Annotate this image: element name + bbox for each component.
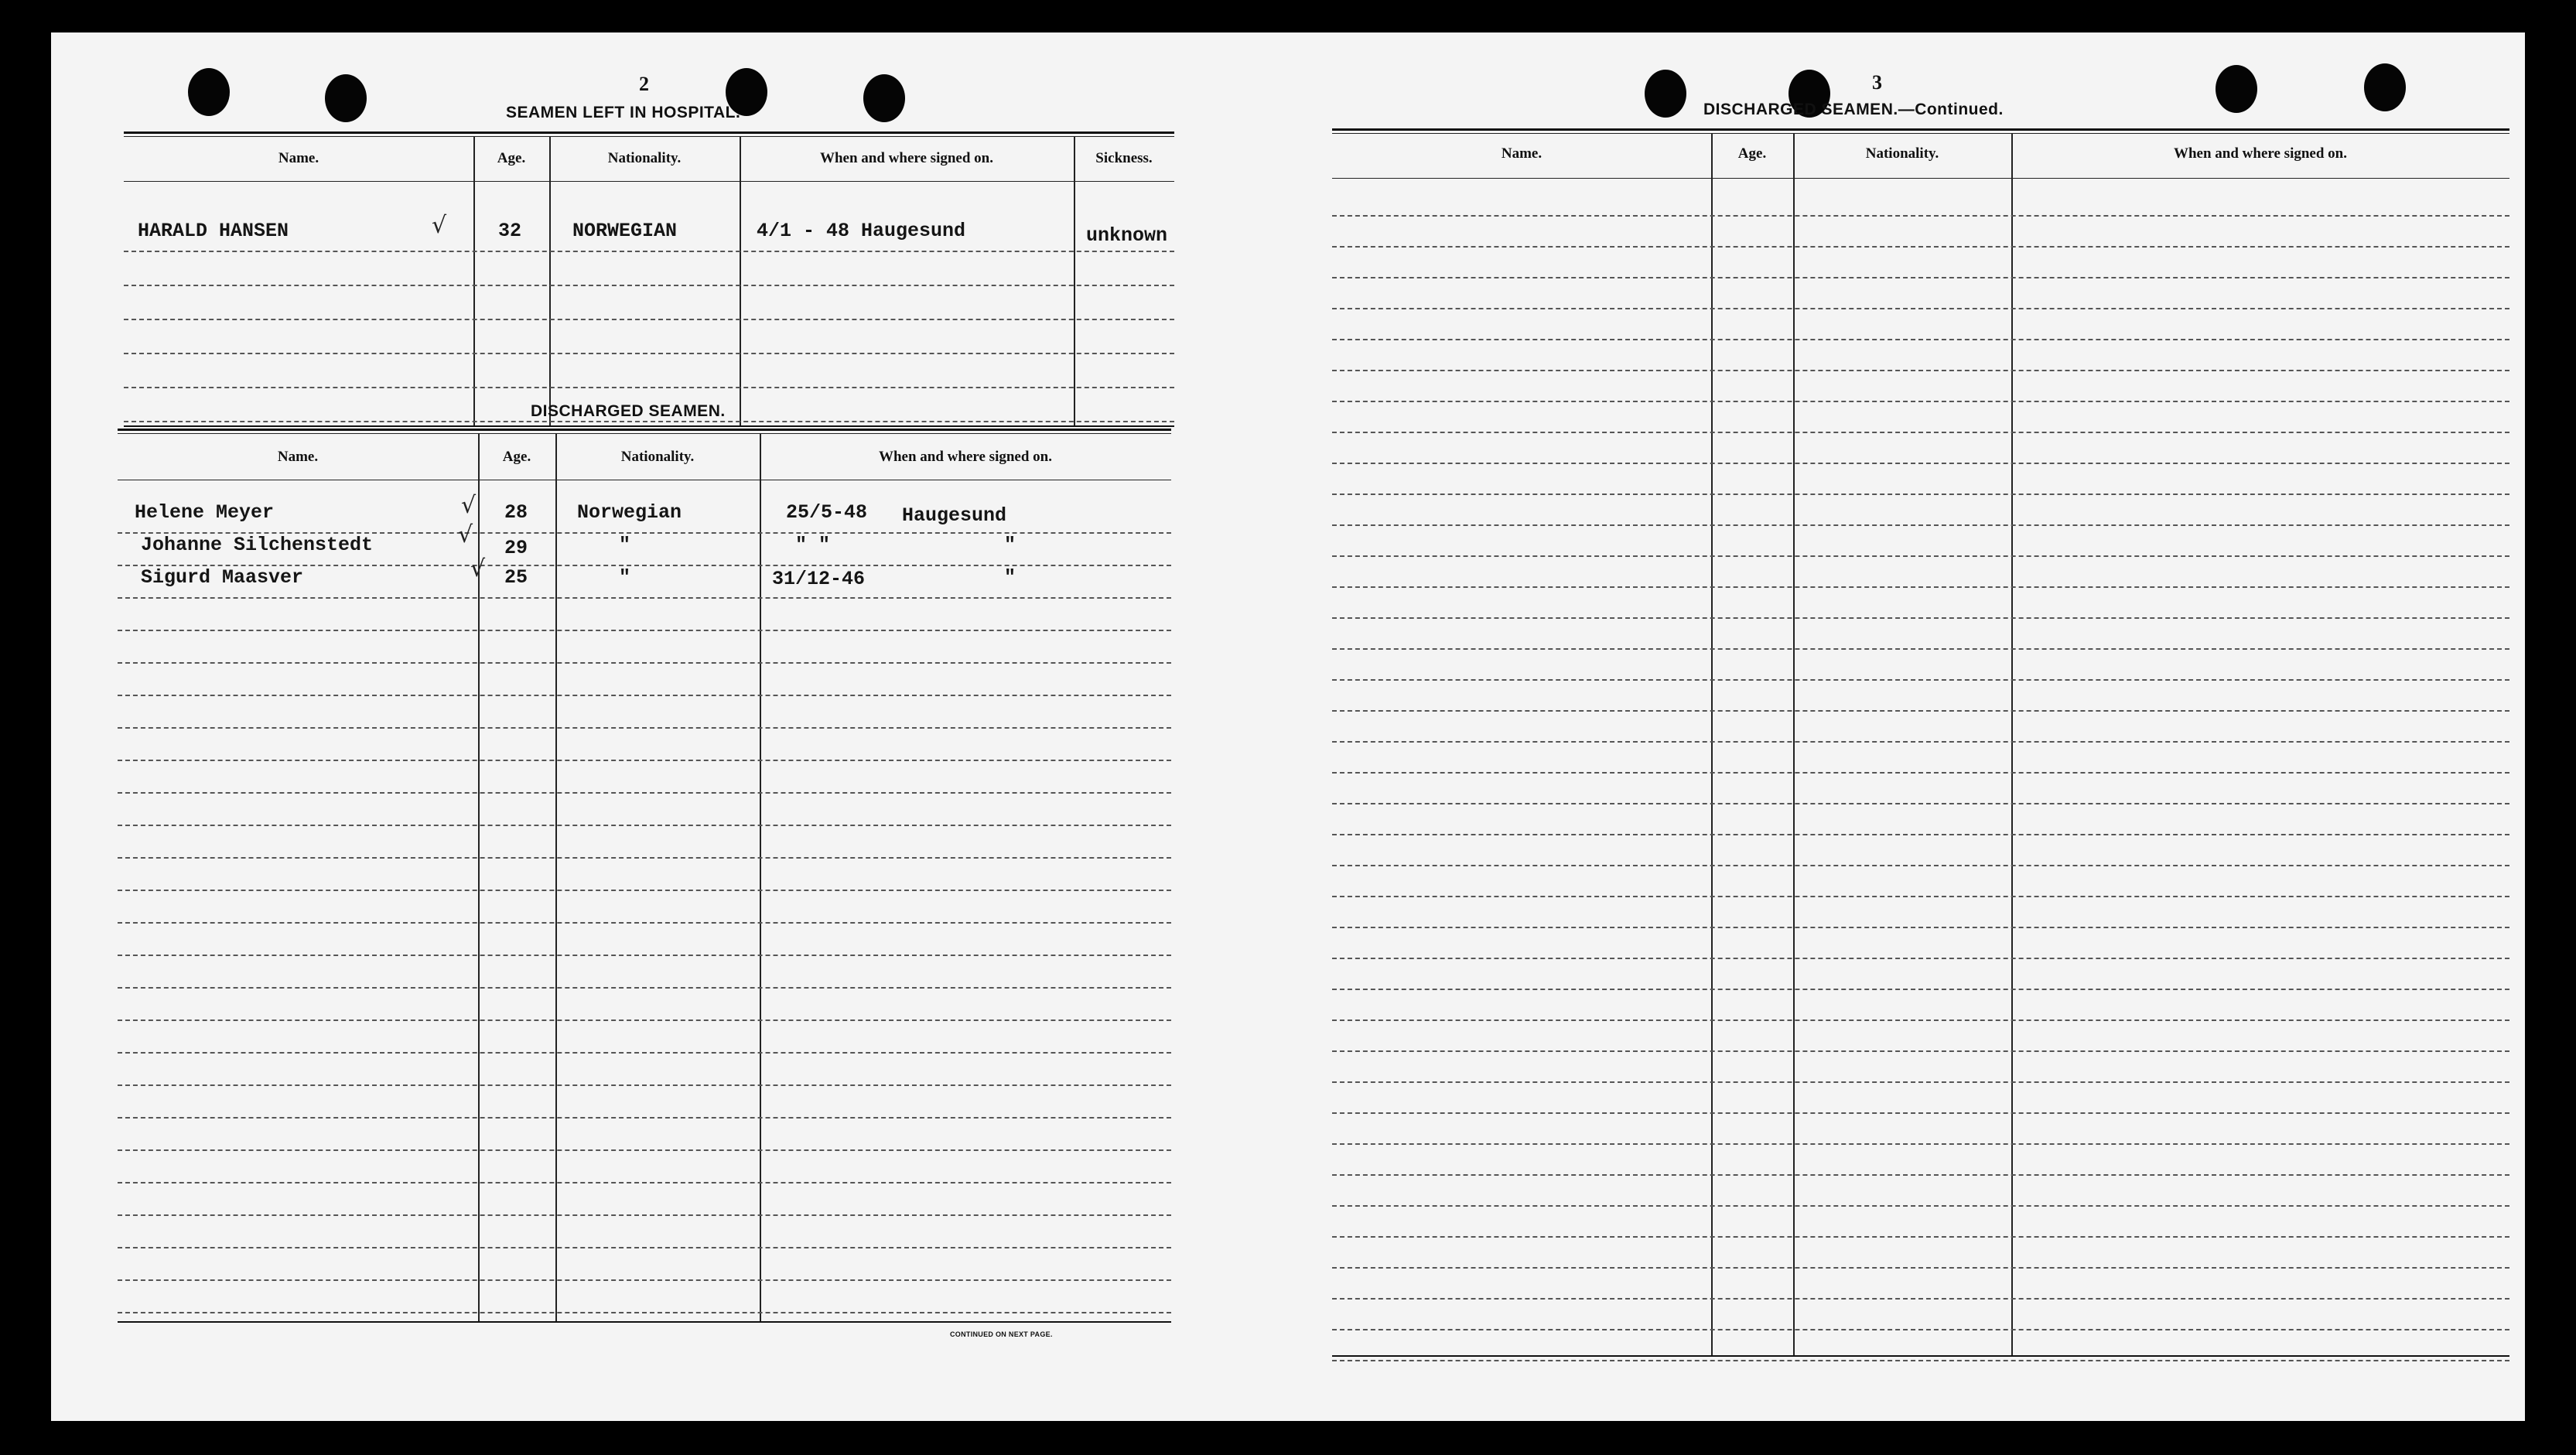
table-row <box>124 252 1174 286</box>
hospital-table <box>124 131 1174 427</box>
table-row <box>118 1149 1171 1183</box>
table-row <box>1332 492 2509 526</box>
table-row <box>1332 183 2509 217</box>
table-row <box>124 354 1174 388</box>
signed-on: 31/12-46 <box>772 568 866 590</box>
table-row <box>1332 1265 2509 1300</box>
table-row <box>118 825 1171 859</box>
column-header-age: Age. <box>502 449 531 465</box>
table-row <box>1332 739 2509 774</box>
table-row <box>1332 1111 2509 1145</box>
table-row <box>1332 275 2509 309</box>
table-row <box>118 955 1171 989</box>
table-row <box>118 792 1171 826</box>
column-header-nationality: Nationality. <box>620 449 695 465</box>
table-row <box>1332 925 2509 959</box>
check-mark: √ <box>470 555 486 582</box>
punch-hole <box>325 74 367 122</box>
table-row <box>1332 956 2509 990</box>
seaman-nationality: " <box>619 534 631 556</box>
table-row <box>124 212 1174 252</box>
table-row <box>1332 1296 2509 1330</box>
table-row <box>1332 399 2509 433</box>
punch-hole <box>1645 70 1686 118</box>
discharged-continued-title: DISCHARGED SEAMEN.—Continued. <box>1703 101 2004 118</box>
table-row <box>1332 213 2509 248</box>
punch-hole <box>2364 63 2406 111</box>
table-row <box>118 922 1171 956</box>
table-row <box>1332 368 2509 402</box>
table-row <box>1332 863 2509 897</box>
table-row <box>1332 770 2509 804</box>
check-mark: √ <box>432 212 447 239</box>
page-number-right: 3 <box>1872 71 1882 94</box>
table-row <box>118 597 1171 631</box>
seaman-age: 29 <box>504 537 528 559</box>
table-row <box>118 662 1171 696</box>
table-row <box>118 630 1171 664</box>
table-row <box>118 521 1171 566</box>
table-row <box>118 760 1171 794</box>
column-header-signed-on: When and where signed on. <box>819 150 993 166</box>
signed-on: " " <box>795 534 831 556</box>
table-row <box>1332 554 2509 588</box>
signed-on: 25/5-48 <box>786 501 868 524</box>
table-row <box>1332 1080 2509 1114</box>
check-mark: √ <box>461 492 477 519</box>
seaman-nationality: " <box>619 566 631 589</box>
seaman-name: Sigurd Maasver <box>141 566 304 589</box>
sickness: unknown <box>1086 224 1168 247</box>
seaman-name: Johanne Silchenstedt <box>141 534 374 556</box>
signed-on-place: " <box>1004 534 1016 556</box>
discharged-table <box>118 429 1171 1323</box>
table-row <box>1332 244 2509 278</box>
table-row <box>1332 1049 2509 1083</box>
continued-note: CONTINUED ON NEXT PAGE. <box>950 1330 1053 1338</box>
table-row <box>118 492 1171 534</box>
table-row <box>118 1117 1171 1151</box>
seaman-nationality: NORWEGIAN <box>572 220 678 242</box>
discharged-section-title: DISCHARGED SEAMEN. <box>531 402 726 420</box>
table-row <box>118 1247 1171 1281</box>
table-row <box>1332 585 2509 619</box>
signed-on: 4/1 - 48 Haugesund <box>757 220 966 242</box>
column-header-name: Name. <box>1501 145 1543 162</box>
punch-hole <box>188 68 230 116</box>
table-row <box>1332 1142 2509 1176</box>
table-row <box>1332 678 2509 712</box>
table-row <box>124 286 1174 320</box>
table-row <box>1332 987 2509 1021</box>
table-row <box>118 1279 1171 1313</box>
table-row <box>1332 1173 2509 1207</box>
punch-hole <box>863 74 905 122</box>
table-row <box>1332 430 2509 464</box>
table-row <box>118 1214 1171 1248</box>
discharged-continued-table <box>1332 128 2509 1357</box>
table-row <box>118 857 1171 891</box>
table-row <box>118 555 1171 599</box>
table-row <box>118 987 1171 1021</box>
table-row <box>1332 616 2509 650</box>
column-header-nationality: Nationality. <box>607 150 682 166</box>
seaman-age: 25 <box>504 566 528 589</box>
column-header-sickness: Sickness. <box>1095 150 1153 166</box>
seaman-age: 32 <box>498 220 522 242</box>
seaman-age: 28 <box>504 501 528 524</box>
table-row <box>1332 523 2509 557</box>
table-row <box>1332 894 2509 928</box>
column-header-name: Name. <box>277 449 319 465</box>
check-mark: √ <box>458 521 473 548</box>
table-row <box>1332 306 2509 340</box>
table-row <box>118 1020 1171 1054</box>
column-header-name: Name. <box>278 150 319 166</box>
column-header-nationality: Nationality. <box>1865 145 1939 162</box>
table-row <box>118 1182 1171 1216</box>
column-header-age: Age. <box>497 150 526 166</box>
table-row <box>118 695 1171 729</box>
table-row <box>1332 461 2509 495</box>
table-row <box>1332 832 2509 866</box>
table-row <box>1332 1018 2509 1052</box>
table-row <box>1332 1235 2509 1269</box>
document-spread <box>51 32 2525 1421</box>
column-header-age: Age. <box>1737 145 1767 162</box>
column-header-signed-on: When and where signed on. <box>2173 145 2347 162</box>
table-row <box>1332 647 2509 681</box>
table-row <box>1332 709 2509 743</box>
column-header-signed-on: When and where signed on. <box>878 449 1052 465</box>
table-row <box>118 1084 1171 1119</box>
table-row <box>1332 1204 2509 1238</box>
table-row <box>1332 801 2509 835</box>
signed-on-place: " <box>1004 566 1016 589</box>
hospital-section-title: SEAMEN LEFT IN HOSPITAL. <box>506 104 741 121</box>
signed-on-place: Haugesund <box>902 504 1007 527</box>
table-row <box>1332 337 2509 371</box>
table-row <box>118 727 1171 761</box>
seaman-name: HARALD HANSEN <box>138 220 289 242</box>
seaman-nationality: Norwegian <box>577 501 682 524</box>
table-row <box>124 320 1174 354</box>
table-row <box>118 1052 1171 1086</box>
page-number-left: 2 <box>639 73 649 95</box>
table-row <box>118 890 1171 924</box>
punch-hole <box>2216 65 2257 113</box>
seaman-name: Helene Meyer <box>135 501 275 524</box>
